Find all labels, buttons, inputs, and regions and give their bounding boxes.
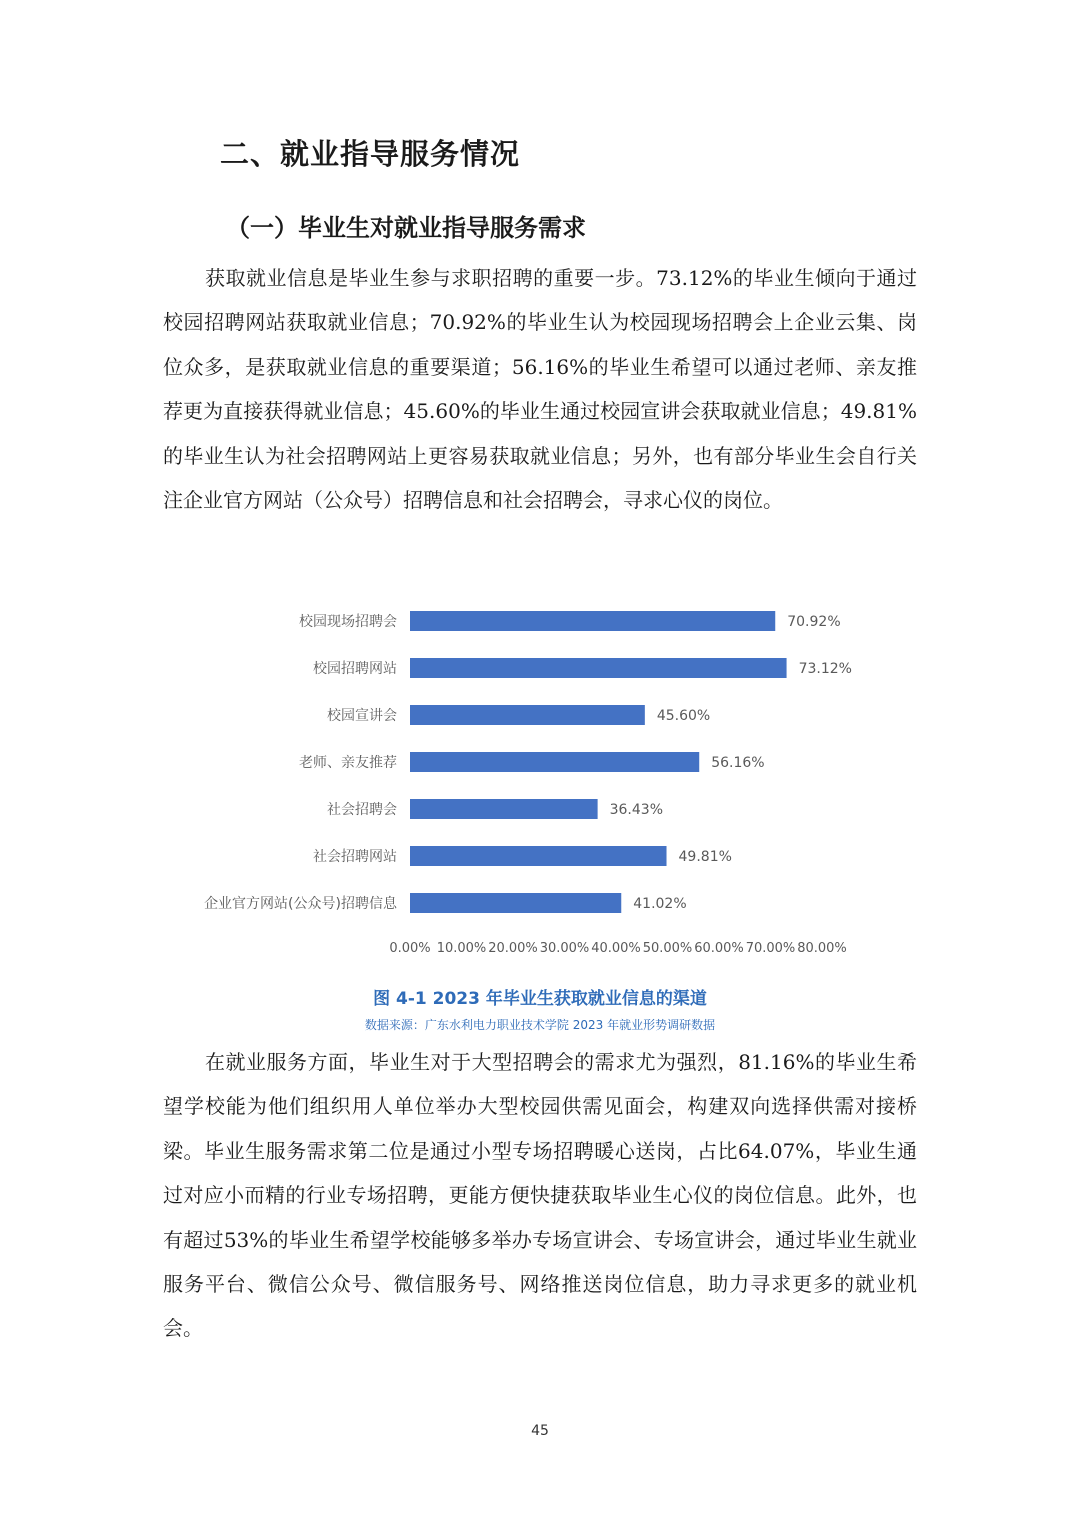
- x-tick-label: 60.00%: [694, 941, 744, 956]
- bar: [410, 658, 787, 678]
- category-label: 校园现场招聘会: [299, 614, 397, 630]
- bar: [410, 846, 667, 866]
- x-tick-label: 10.00%: [436, 941, 487, 956]
- category-label: 校园招聘网站: [313, 661, 397, 677]
- x-tick-label: 50.00%: [642, 941, 693, 956]
- bar: [410, 611, 775, 631]
- figure-source: 数据来源：广东水利电力职业技术学院 2023 年就业形势调研数据: [364, 1018, 716, 1032]
- figure-caption: 图 4-1 2023 年毕业生获取就业信息的渠道: [373, 989, 707, 1009]
- data-label: 45.60%: [656, 708, 711, 724]
- category-label: 社会招聘会: [327, 802, 397, 818]
- section-heading: 二、就业指导服务情况: [220, 137, 521, 171]
- category-label: 企业官方网站(公众号)招聘信息: [204, 896, 397, 912]
- x-tick-label: 40.00%: [591, 941, 641, 956]
- subsection-heading: （一）毕业生对就业指导服务需求: [226, 214, 586, 242]
- page-number: 45: [531, 1423, 549, 1439]
- x-tick-label: 20.00%: [488, 941, 538, 956]
- bar: [410, 799, 598, 819]
- bar: [410, 752, 699, 772]
- bar: [410, 893, 621, 913]
- data-label: 36.43%: [609, 802, 664, 818]
- bar: [410, 705, 645, 725]
- data-label: 56.16%: [711, 755, 765, 771]
- body-paragraph-1: 获取就业信息是毕业生参与求职招聘的重要一步。73.12%的毕业生倾向于通过校园招聘网站获取就业信息；70.92%的毕业生认为校园现场招聘会上企业云集、岗位众多，是获取就业信息的重要渠道；56.16%的毕业生希望可以通过老师、亲友推荐更为直接获得就业信息；45.60%的毕业生通过校园宣讲会获取就业信息；49.81%的毕业生认为社会招聘网站上更容易获取就业信息；另外，也有部分毕业生会自行关注企业官方网站（公众号）招聘信息和社会招聘会，寻求心仪的岗位。: [163, 266, 917, 513]
- x-tick-label: 80.00%: [797, 941, 847, 956]
- x-tick-label: 0.00%: [389, 941, 431, 956]
- data-label: 41.02%: [633, 896, 687, 912]
- category-label: 校园宣讲会: [327, 708, 397, 724]
- x-tick-label: 30.00%: [539, 941, 590, 956]
- data-label: 70.92%: [787, 614, 841, 630]
- x-tick-label: 70.00%: [745, 941, 796, 956]
- bar-chart: [160, 595, 880, 965]
- data-label: 73.12%: [798, 661, 852, 677]
- body-paragraph-2: 在就业服务方面，毕业生对于大型招聘会的需求尤为强烈，81.16%的毕业生希望学校能为他们组织用人单位举办大型校园供需见面会，构建双向选择供需对接桥梁。毕业生服务需求第二位是通过小型专场招聘暖心送岗，占比64.07%，毕业生通过对应小而精的行业专场招聘，更能方便快捷获取毕业生心仪的岗位信息。此外，也有超过53%的毕业生希望学校能够多举办专场宣讲会、专场宣讲会，通过毕业生就业服务平台、微信公众号、微信服务号、网络推送岗位信息，助力寻求更多的就业机会。: [163, 1050, 917, 1341]
- category-label: 老师、亲友推荐: [299, 755, 397, 771]
- category-label: 社会招聘网站: [313, 849, 397, 865]
- data-label: 49.81%: [678, 849, 732, 865]
